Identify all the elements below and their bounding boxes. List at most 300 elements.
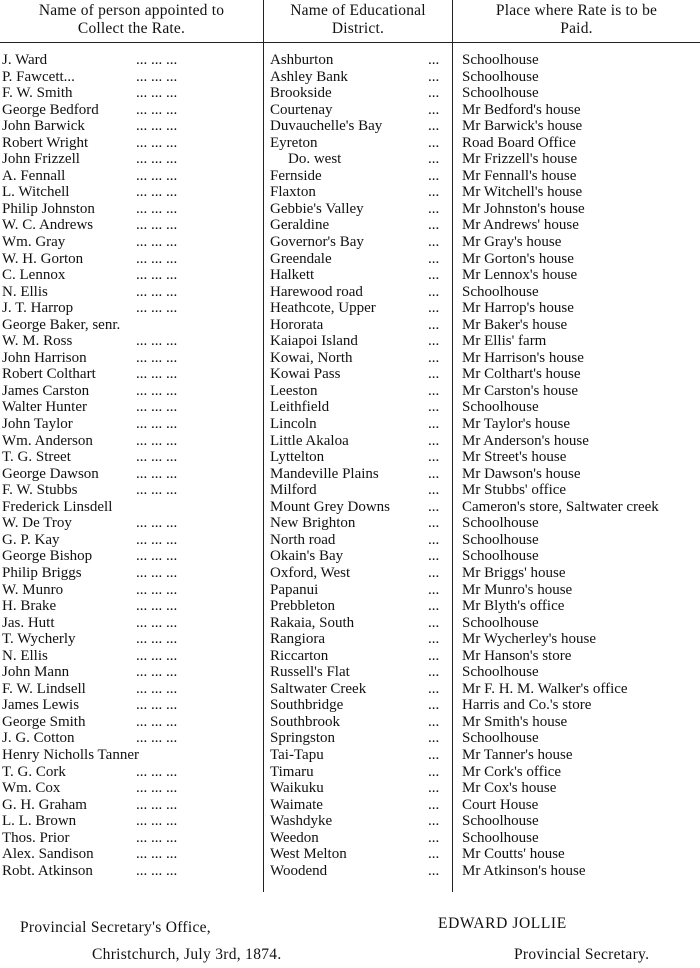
dot-leader: ... ... ... xyxy=(136,134,178,151)
footer-signatory: EDWARD JOLLIE xyxy=(438,915,567,932)
dot-leader: ... xyxy=(428,333,440,350)
dot-leader: ... xyxy=(428,399,440,416)
dot-leader: ... xyxy=(428,829,440,846)
dot-leader: ... xyxy=(428,85,440,102)
footer-place-date: Christchurch, July 3rd, 1874. xyxy=(92,946,282,963)
table-row xyxy=(0,416,700,433)
dot-leader: ... xyxy=(428,416,440,433)
dot-leader: ... xyxy=(428,200,440,217)
table-row xyxy=(0,399,700,416)
footer-office: Provincial Secretary's Office, xyxy=(20,919,211,936)
table-row xyxy=(0,366,700,383)
dot-leader: ... ... ... xyxy=(136,730,178,747)
dot-leader: ... ... ... xyxy=(136,846,178,863)
dot-leader: ... xyxy=(428,283,440,300)
dot-leader: ... xyxy=(428,151,440,168)
dot-leader: ... ... ... xyxy=(136,813,178,830)
district-name: Russell's Flat xyxy=(270,664,350,681)
collector-name: L. L. Brown xyxy=(2,813,77,830)
payment-place: Mr Briggs' house xyxy=(462,564,566,581)
payment-place: Mr Hanson's store xyxy=(462,647,572,664)
table-row xyxy=(0,333,700,350)
table-row xyxy=(0,664,700,681)
payment-place: Schoolhouse xyxy=(462,531,539,548)
collector-name: George Baker, senr. xyxy=(2,316,121,333)
payment-place: Court House xyxy=(462,796,539,813)
dot-leader: ... ... ... xyxy=(136,796,178,813)
table-row xyxy=(0,284,700,301)
district-name: Greendale xyxy=(270,250,332,267)
table-row xyxy=(0,631,700,648)
collector-name: Philip Johnston xyxy=(2,200,95,217)
dot-leader: ... xyxy=(428,465,440,482)
payment-place: Mr Andrews' house xyxy=(462,217,579,234)
dot-leader: ... xyxy=(428,349,440,366)
payment-place: Mr Blyth's office xyxy=(462,598,565,615)
payment-place: Schoolhouse xyxy=(462,813,539,830)
collector-name: Henry Nicholls Tanner xyxy=(2,746,139,763)
table-row xyxy=(0,565,700,582)
collector-name: H. Brake xyxy=(2,598,57,615)
district-name: Oxford, West xyxy=(270,564,351,581)
dot-leader: ... xyxy=(428,664,440,681)
payment-place: Mr Cork's office xyxy=(462,763,562,780)
district-name: Heathcote, Upper xyxy=(270,300,376,317)
table-row xyxy=(0,863,700,880)
table-row xyxy=(0,714,700,731)
table-row xyxy=(0,433,700,450)
district-name: Timaru xyxy=(270,763,314,780)
payment-place: Mr Atkinson's house xyxy=(462,862,586,879)
payment-place: Mr Smith's house xyxy=(462,713,568,730)
district-name: Southbrook xyxy=(270,713,341,730)
district-name: Courtenay xyxy=(270,101,333,118)
district-name: Washdyke xyxy=(270,813,333,830)
payment-place: Mr Munro's house xyxy=(462,581,573,598)
table-row xyxy=(0,102,700,119)
table-row xyxy=(0,532,700,549)
district-name: Mount Grey Downs xyxy=(270,498,390,515)
dot-leader: ... ... ... xyxy=(136,333,178,350)
district-name: Lincoln xyxy=(270,416,317,433)
district-name: Little Akaloa xyxy=(270,432,349,449)
district-name: Governor's Bay xyxy=(270,234,364,251)
dot-leader: ... ... ... xyxy=(136,697,178,714)
district-name: Rangiora xyxy=(270,631,325,648)
table-row xyxy=(0,499,700,516)
table-row xyxy=(0,201,700,218)
table-row xyxy=(0,482,700,499)
payment-place: Mr Gray's house xyxy=(462,234,562,251)
collector-name: W. C. Andrews xyxy=(2,217,94,234)
dot-leader: ... xyxy=(428,217,440,234)
collector-name: T. G. Street xyxy=(2,449,71,466)
collector-name: F. W. Lindsell xyxy=(2,680,86,697)
dot-leader: ... xyxy=(428,432,440,449)
dot-leader: ... xyxy=(428,118,440,135)
dot-leader: ... ... ... xyxy=(136,416,178,433)
payment-place: Mr Harrop's house xyxy=(462,300,574,317)
footer-title: Provincial Secretary. xyxy=(514,946,650,963)
payment-place: Mr Tanner's house xyxy=(462,746,573,763)
payment-place: Mr Carston's house xyxy=(462,382,579,399)
table-row xyxy=(0,797,700,814)
payment-place: Schoolhouse xyxy=(462,730,539,747)
dot-leader: ... xyxy=(428,316,440,333)
collector-name: John Mann xyxy=(2,664,70,681)
table-row xyxy=(0,780,700,797)
dot-leader: ... xyxy=(428,382,440,399)
district-name: West Melton xyxy=(270,846,347,863)
collector-name: John Taylor xyxy=(2,416,73,433)
header-district xyxy=(264,2,452,40)
payment-place: Mr Coutts' house xyxy=(462,846,565,863)
dot-leader: ... ... ... xyxy=(136,664,178,681)
dot-leader: ... ... ... xyxy=(136,101,178,118)
payment-place: Mr Ellis' farm xyxy=(462,333,547,350)
dot-leader: ... ... ... xyxy=(136,250,178,267)
dot-leader: ... xyxy=(428,564,440,581)
dot-leader: ... ... ... xyxy=(136,564,178,581)
dot-leader: ... xyxy=(428,531,440,548)
district-name: Harewood road xyxy=(270,283,363,300)
collector-name: F. W. Stubbs xyxy=(2,482,78,499)
district-name: Papanui xyxy=(270,581,319,598)
dot-leader: ... ... ... xyxy=(136,52,178,68)
collector-name: Wm. Anderson xyxy=(2,432,93,449)
payment-place: Schoolhouse xyxy=(462,52,539,68)
table-row xyxy=(0,267,700,284)
district-name: Duvauchelle's Bay xyxy=(270,118,383,135)
dot-leader: ... ... ... xyxy=(136,283,178,300)
dot-leader: ... ... ... xyxy=(136,85,178,102)
dot-leader: ... ... ... xyxy=(136,184,178,201)
collector-name: James Lewis xyxy=(2,697,80,714)
district-name: Waikuku xyxy=(270,780,324,797)
dot-leader: ... ... ... xyxy=(136,531,178,548)
dot-leader: ... ... ... xyxy=(136,432,178,449)
collector-name: Frederick Linsdell xyxy=(2,498,113,515)
collector-name: T. G. Cork xyxy=(2,763,66,780)
dot-leader: ... ... ... xyxy=(136,217,178,234)
payment-place: Schoolhouse xyxy=(462,614,539,631)
district-name: North road xyxy=(270,531,336,548)
table-row xyxy=(0,830,700,847)
payment-place: Mr Colthart's house xyxy=(462,366,581,383)
district-name: Ashburton xyxy=(270,52,334,68)
collector-name: James Carston xyxy=(2,382,90,399)
collector-name: Jas. Hutt xyxy=(2,614,55,631)
dot-leader: ... xyxy=(428,300,440,317)
table-row xyxy=(0,350,700,367)
dot-leader: ... ... ... xyxy=(136,399,178,416)
dot-leader: ... ... ... xyxy=(136,862,178,879)
collector-name: W. Munro xyxy=(2,581,64,598)
dot-leader: ... xyxy=(428,167,440,184)
district-name: Brookside xyxy=(270,85,332,102)
district-name: Kowai Pass xyxy=(270,366,341,383)
table-row xyxy=(0,217,700,234)
dot-leader: ... ... ... xyxy=(136,151,178,168)
collector-name: J. T. Harrop xyxy=(2,300,74,317)
collector-name: John Frizzell xyxy=(2,151,80,168)
dot-leader: ... xyxy=(428,796,440,813)
collector-name: W. De Troy xyxy=(2,515,72,532)
collector-name: John Barwick xyxy=(2,118,85,135)
payment-place: Schoolhouse xyxy=(462,283,539,300)
payment-place: Mr Lennox's house xyxy=(462,267,578,284)
payment-place: Mr F. H. M. Walker's office xyxy=(462,680,628,697)
collector-name: George Bedford xyxy=(2,101,99,118)
district-name: Woodend xyxy=(270,862,328,879)
dot-leader: ... xyxy=(428,134,440,151)
dot-leader: ... xyxy=(428,498,440,515)
district-name: New Brighton xyxy=(270,515,356,532)
dot-leader: ... xyxy=(428,780,440,797)
dot-leader: ... ... ... xyxy=(136,598,178,615)
dot-leader: ... ... ... xyxy=(136,763,178,780)
payment-place: Mr Cox's house xyxy=(462,780,557,797)
dot-leader: ... xyxy=(428,234,440,251)
collector-name: G. P. Kay xyxy=(2,531,60,548)
collector-name: George Dawson xyxy=(2,465,99,482)
table-row xyxy=(0,449,700,466)
district-name: Halkett xyxy=(270,267,315,284)
dot-leader: ... xyxy=(428,366,440,383)
district-name: Southbridge xyxy=(270,697,344,714)
collector-name: A. Fennall xyxy=(2,167,66,184)
payment-place: Mr Witchell's house xyxy=(462,184,583,201)
dot-leader: ... ... ... xyxy=(136,829,178,846)
collector-name: John Harrison xyxy=(2,349,87,366)
table-row xyxy=(0,582,700,599)
dot-leader: ... ... ... xyxy=(136,234,178,251)
table-row xyxy=(0,118,700,135)
dot-leader: ... xyxy=(428,680,440,697)
dot-leader: ... xyxy=(428,581,440,598)
dot-leader: ... xyxy=(428,449,440,466)
dot-leader: ... xyxy=(428,730,440,747)
dot-leader: ... xyxy=(428,548,440,565)
dot-leader: ... ... ... xyxy=(136,614,178,631)
payment-place: Schoolhouse xyxy=(462,548,539,565)
dot-leader: ... xyxy=(428,713,440,730)
table-row xyxy=(0,300,700,317)
dot-leader: ... ... ... xyxy=(136,647,178,664)
collector-name: G. H. Graham xyxy=(2,796,87,813)
header-place-line1: Place where Rate is to be xyxy=(495,2,658,19)
table-row xyxy=(0,184,700,201)
dot-leader: ... xyxy=(428,763,440,780)
payment-place: Mr Barwick's house xyxy=(462,118,583,135)
table-row xyxy=(0,383,700,400)
table-row xyxy=(0,251,700,268)
rate-collector-table xyxy=(0,52,700,879)
district-name: Milford xyxy=(270,482,317,499)
header-district-line1: Name of Educational xyxy=(290,2,426,19)
district-name: Geraldine xyxy=(270,217,330,234)
dot-leader: ... ... ... xyxy=(136,118,178,135)
table-row xyxy=(0,85,700,102)
header-collector-line2: Collect the Rate. xyxy=(77,20,186,37)
table-row xyxy=(0,466,700,483)
dot-leader: ... ... ... xyxy=(136,465,178,482)
dot-leader: ... ... ... xyxy=(136,349,178,366)
collector-name: Walter Hunter xyxy=(2,399,88,416)
header-district-line2: District. xyxy=(331,20,385,37)
collector-name: Robert Wright xyxy=(2,134,89,151)
dot-leader: ... ... ... xyxy=(136,267,178,284)
district-name: Mandeville Plains xyxy=(270,465,379,482)
collector-name: F. W. Smith xyxy=(2,85,73,102)
district-name: Gebbie's Valley xyxy=(270,200,364,217)
district-name: Do. west xyxy=(288,151,342,168)
district-name: Leeston xyxy=(270,382,318,399)
collector-name: Robt. Atkinson xyxy=(2,862,93,879)
district-name: Riccarton xyxy=(270,647,329,664)
collector-name: Wm. Cox xyxy=(2,780,61,797)
district-name: Prebbleton xyxy=(270,598,335,615)
collector-name: N. Ellis xyxy=(2,283,48,300)
header-rule xyxy=(0,42,700,43)
header-place-line2: Paid. xyxy=(560,20,593,37)
payment-place: Mr Johnston's house xyxy=(462,200,585,217)
dot-leader: ... xyxy=(428,746,440,763)
dot-leader: ... xyxy=(428,614,440,631)
payment-place: Mr Stubbs' office xyxy=(462,482,567,499)
district-name: Saltwater Creek xyxy=(270,680,367,697)
district-name: Okain's Bay xyxy=(270,548,344,565)
table-row xyxy=(0,697,700,714)
dot-leader: ... xyxy=(428,862,440,879)
table-row xyxy=(0,681,700,698)
dot-leader: ... ... ... xyxy=(136,548,178,565)
payment-place: Schoolhouse xyxy=(462,85,539,102)
dot-leader: ... xyxy=(428,515,440,532)
dot-leader: ... ... ... xyxy=(136,482,178,499)
collector-name: Thos. Prior xyxy=(2,829,70,846)
district-name: Tai-Tapu xyxy=(270,746,324,763)
collector-name: L. Witchell xyxy=(2,184,70,201)
header-place xyxy=(453,2,700,40)
dot-leader: ... xyxy=(428,184,440,201)
collector-name: T. Wycherly xyxy=(2,631,76,648)
payment-place: Schoolhouse xyxy=(462,68,539,85)
collector-name: George Smith xyxy=(2,713,86,730)
header-collector-line1: Name of person appointed to xyxy=(38,2,225,19)
dot-leader: ... ... ... xyxy=(136,167,178,184)
district-name: Waimate xyxy=(270,796,323,813)
district-name: Eyreton xyxy=(270,134,318,151)
district-name: Weedon xyxy=(270,829,319,846)
dot-leader: ... ... ... xyxy=(136,680,178,697)
collector-name: N. Ellis xyxy=(2,647,48,664)
collector-name: J. Ward xyxy=(2,52,48,68)
dot-leader: ... ... ... xyxy=(136,300,178,317)
table-row xyxy=(0,730,700,747)
payment-place: Cameron's store, Saltwater creek xyxy=(462,498,659,515)
dot-leader: ... xyxy=(428,598,440,615)
table-row xyxy=(0,648,700,665)
payment-place: Mr Fennall's house xyxy=(462,167,577,184)
collector-name: George Bishop xyxy=(2,548,93,565)
payment-place: Mr Anderson's house xyxy=(462,432,589,449)
payment-place: Schoolhouse xyxy=(462,515,539,532)
district-name: Kowai, North xyxy=(270,349,353,366)
collector-name: C. Lennox xyxy=(2,267,66,284)
collector-name: Alex. Sandison xyxy=(2,846,94,863)
dot-leader: ... ... ... xyxy=(136,382,178,399)
payment-place: Schoolhouse xyxy=(462,399,539,416)
table-row xyxy=(0,747,700,764)
dot-leader: ... xyxy=(428,647,440,664)
district-name: Ashley Bank xyxy=(270,68,348,85)
table-row xyxy=(0,234,700,251)
table-row xyxy=(0,548,700,565)
table-row xyxy=(0,135,700,152)
table-row xyxy=(0,151,700,168)
dot-leader: ... ... ... xyxy=(136,780,178,797)
dot-leader: ... xyxy=(428,267,440,284)
payment-place: Schoolhouse xyxy=(462,829,539,846)
district-name: Rakaia, South xyxy=(270,614,355,631)
dot-leader: ... xyxy=(428,631,440,648)
dot-leader: ... xyxy=(428,68,440,85)
collector-name: W. H. Gorton xyxy=(2,250,84,267)
dot-leader: ... ... ... xyxy=(136,631,178,648)
payment-place: Harris and Co.'s store xyxy=(462,697,592,714)
payment-place: Mr Dawson's house xyxy=(462,465,581,482)
collector-name: Wm. Gray xyxy=(2,234,66,251)
district-name: Fernside xyxy=(270,167,322,184)
payment-place: Mr Harrison's house xyxy=(462,349,584,366)
table-row xyxy=(0,515,700,532)
payment-place: Mr Frizzell's house xyxy=(462,151,578,168)
dot-leader: ... ... ... xyxy=(136,366,178,383)
header-collector xyxy=(0,2,263,40)
dot-leader: ... xyxy=(428,813,440,830)
district-name: Springston xyxy=(270,730,336,747)
collector-name: P. Fawcett... xyxy=(2,68,75,85)
dot-leader: ... ... ... xyxy=(136,581,178,598)
district-name: Leithfield xyxy=(270,399,330,416)
dot-leader: ... ... ... xyxy=(136,449,178,466)
dot-leader: ... ... ... xyxy=(136,515,178,532)
collector-name: J. G. Cotton xyxy=(2,730,75,747)
collector-name: Robert Colthart xyxy=(2,366,96,383)
table-row xyxy=(0,598,700,615)
table-row xyxy=(0,317,700,334)
payment-place: Mr Bedford's house xyxy=(462,101,581,118)
payment-place: Mr Baker's house xyxy=(462,316,568,333)
payment-place: Road Board Office xyxy=(462,134,576,151)
dot-leader: ... xyxy=(428,101,440,118)
district-name: Kaiapoi Island xyxy=(270,333,358,350)
dot-leader: ... ... ... xyxy=(136,713,178,730)
table-row xyxy=(0,764,700,781)
collector-name: W. M. Ross xyxy=(2,333,73,350)
dot-leader: ... xyxy=(428,846,440,863)
payment-place: Mr Taylor's house xyxy=(462,416,571,433)
table-row xyxy=(0,615,700,632)
dot-leader: ... xyxy=(428,697,440,714)
payment-place: Mr Street's house xyxy=(462,449,567,466)
dot-leader: ... ... ... xyxy=(136,200,178,217)
table-row xyxy=(0,69,700,86)
table-row xyxy=(0,52,700,69)
dot-leader: ... xyxy=(428,52,440,68)
table-row xyxy=(0,168,700,185)
